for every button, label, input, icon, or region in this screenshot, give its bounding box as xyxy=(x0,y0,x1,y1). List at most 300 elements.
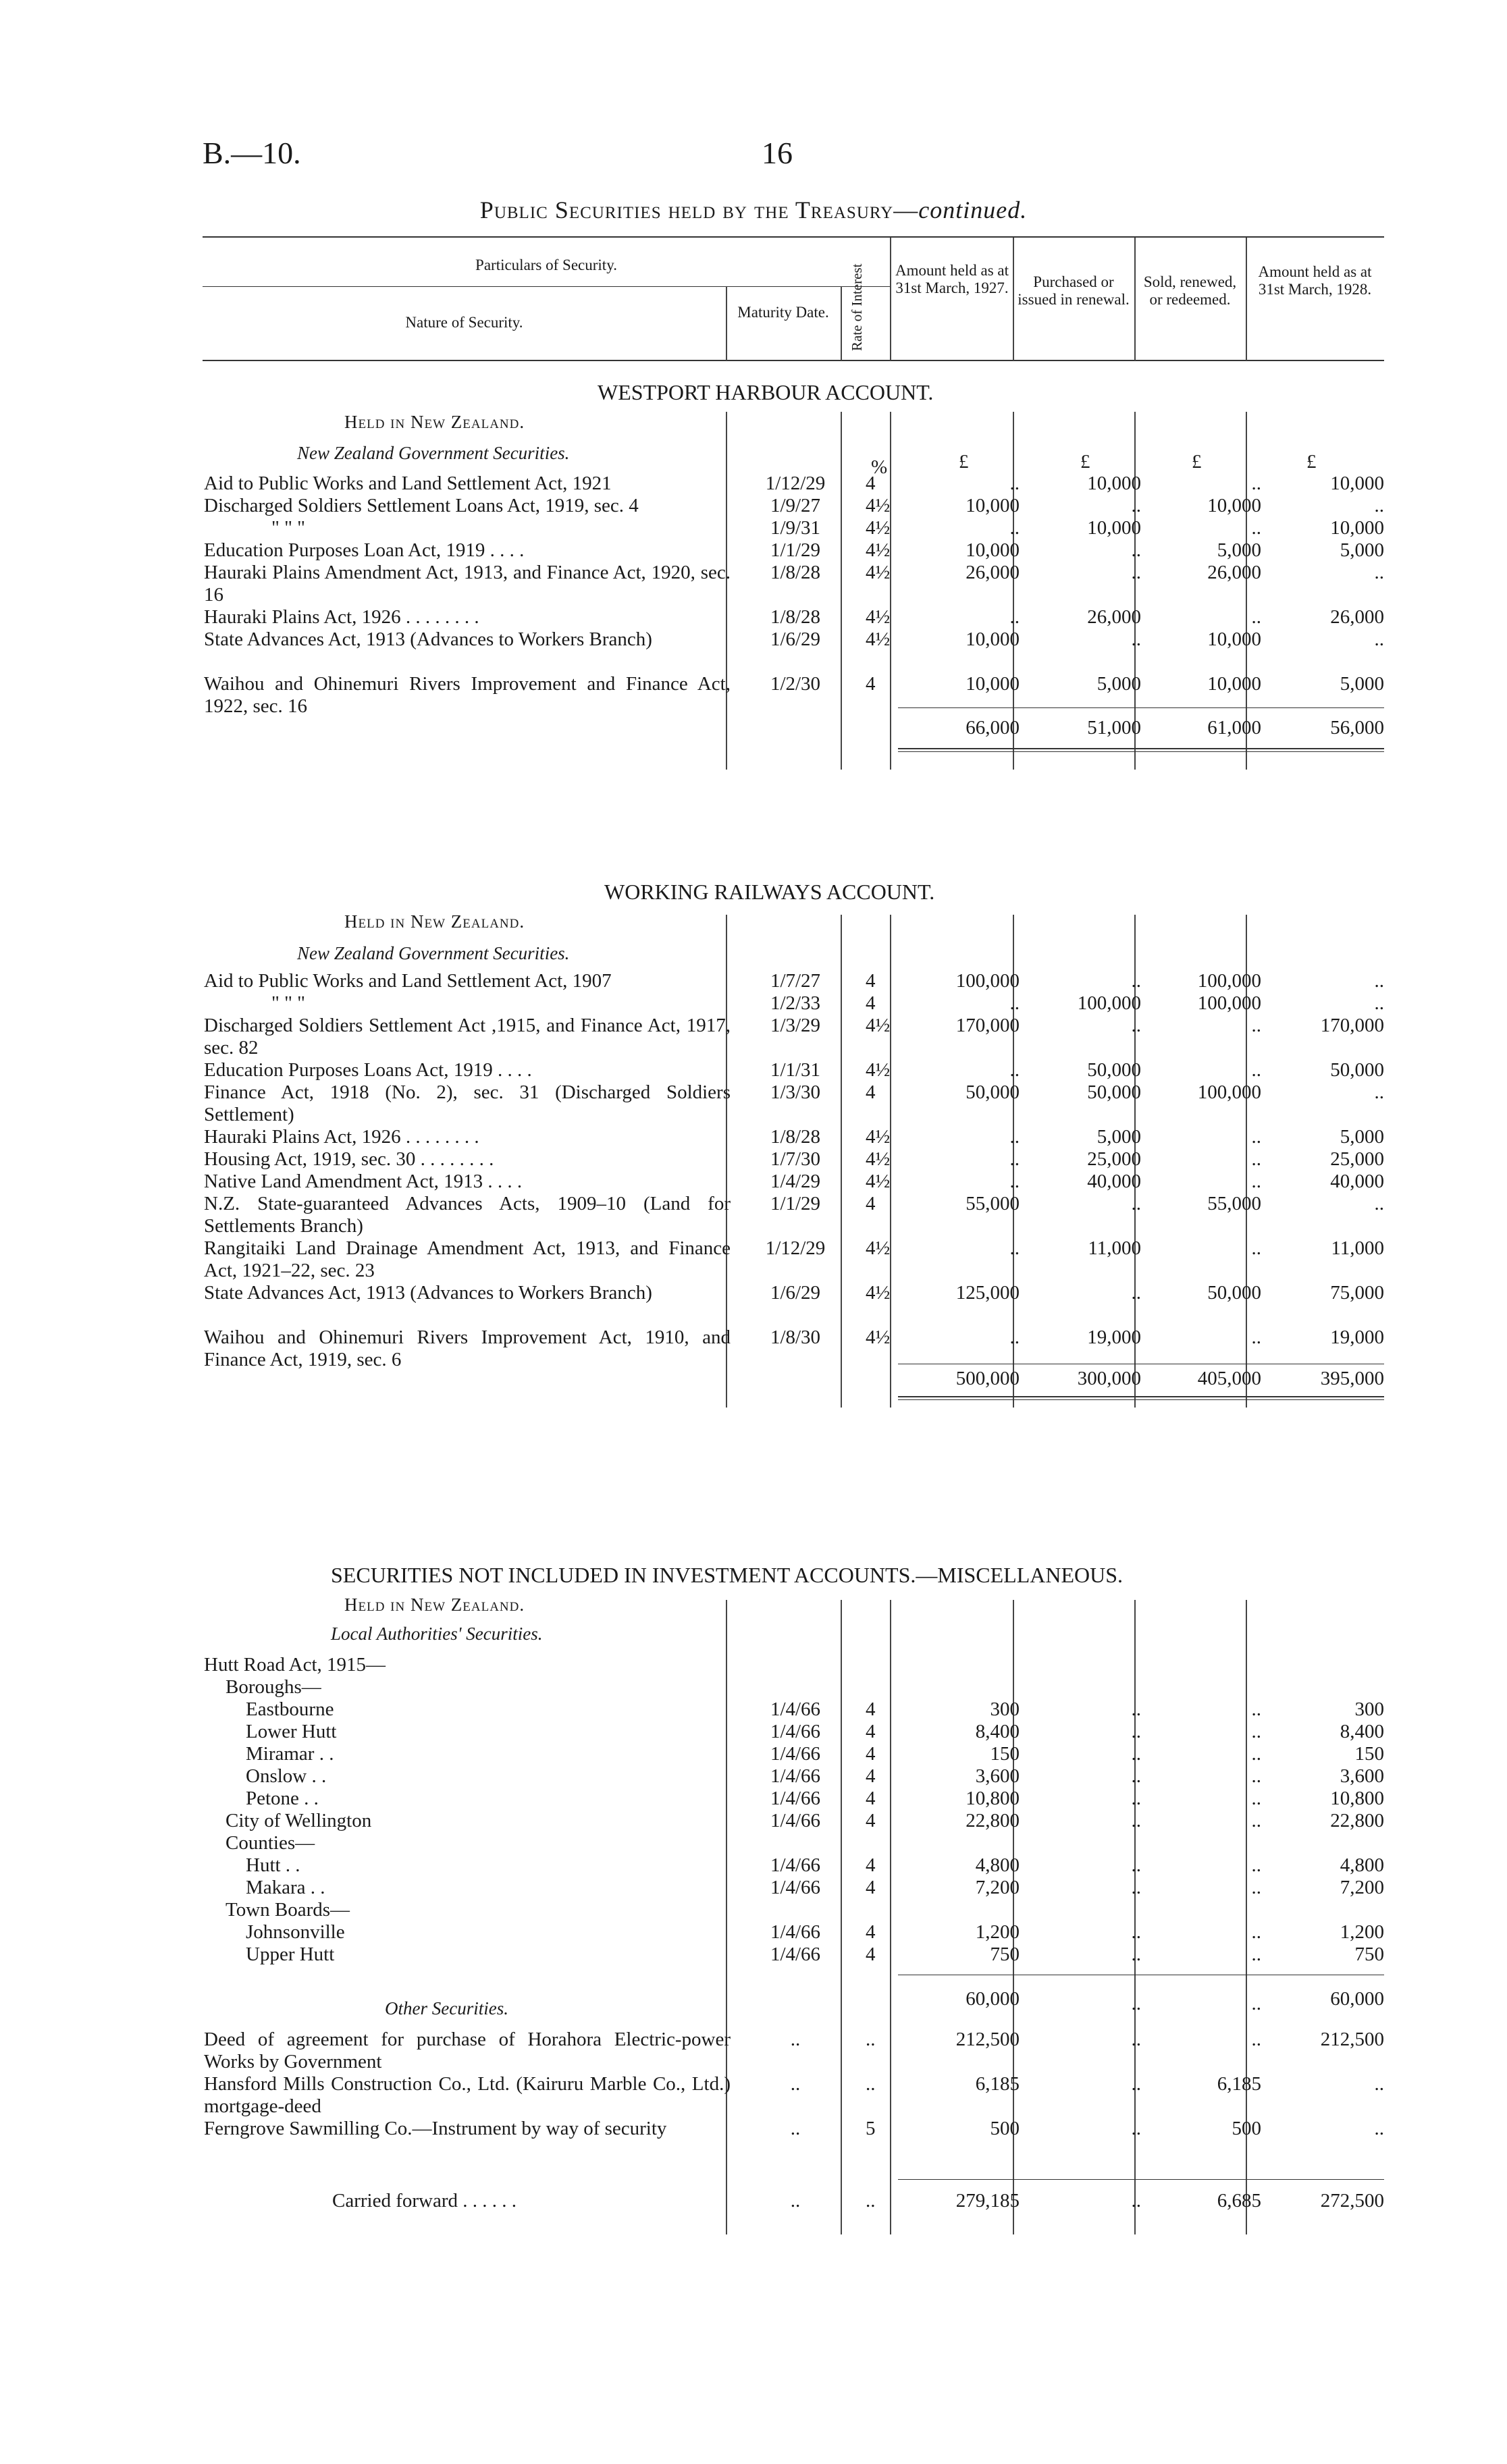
amount-1928: 3,600 xyxy=(1340,1765,1384,1787)
maturity-date: 1/8/28 xyxy=(770,1126,821,1148)
amount-1928: 150 xyxy=(1354,1743,1384,1765)
interest-rate: 4 xyxy=(866,992,876,1014)
interest-rate: 4½ xyxy=(866,562,891,583)
header-sold: Sold, renewed, or redeemed. xyxy=(1143,273,1237,308)
purchased: 50,000 xyxy=(1087,1059,1141,1081)
sold: 100,000 xyxy=(1197,992,1261,1014)
maturity-date: 1/3/30 xyxy=(770,1081,821,1103)
purchased: 26,000 xyxy=(1087,606,1141,628)
header-col-rule-1 xyxy=(726,286,727,360)
working-total-purchased: 300,000 xyxy=(1077,1368,1141,1389)
interest-rate: 4½ xyxy=(866,517,891,539)
amount-1928: .. xyxy=(1374,1193,1384,1214)
sold: .. xyxy=(1251,1327,1261,1348)
amount-1927: .. xyxy=(1009,606,1020,628)
amount-1927: 26,000 xyxy=(966,562,1020,583)
security-name: Waihou and Ohinemuri Rivers Improvement Act, 1910, and Finance Act, 1919, sec. 6 xyxy=(204,1327,731,1370)
misc-subheading: Local Authorities' Securities. xyxy=(331,1624,543,1644)
sold: 100,000 xyxy=(1197,1081,1261,1103)
sold: .. xyxy=(1251,1944,1261,1965)
purchased: .. xyxy=(1131,1193,1141,1214)
westport-title: WESTPORT HARBOUR ACCOUNT. xyxy=(598,380,934,404)
westport-total-rule-bottom xyxy=(898,748,1384,749)
interest-rate: 4 xyxy=(866,1743,876,1765)
security-name: State Advances Act, 1913 (Advances to Workers Branch) xyxy=(204,628,652,650)
amount-1927: .. xyxy=(1009,992,1020,1014)
interest-rate: 4½ xyxy=(866,1327,891,1348)
page-reference: B.—10. xyxy=(203,136,301,170)
amount-1927-unit: £ xyxy=(959,451,969,473)
interest-rate: 4½ xyxy=(866,606,891,628)
working-total-sold: 405,000 xyxy=(1197,1368,1261,1389)
sold: .. xyxy=(1251,2029,1261,2050)
sold: .. xyxy=(1251,1237,1261,1259)
security-name: Deed of agreement for purchase of Horahora Electric-power Works by Government xyxy=(204,2029,731,2072)
interest-rate: 4½ xyxy=(866,1015,891,1036)
purchased: .. xyxy=(1131,970,1141,992)
header-nature: Nature of Security. xyxy=(405,314,523,331)
sold: .. xyxy=(1251,1743,1261,1765)
amount-1928: 10,000 xyxy=(1330,473,1384,494)
interest-rate: 4½ xyxy=(866,628,891,650)
sold: 50,000 xyxy=(1207,1282,1261,1304)
amount-1927: 50,000 xyxy=(966,1081,1020,1103)
header-bottom-rule xyxy=(203,360,1384,361)
amount-1927: 100,000 xyxy=(955,970,1020,992)
amount-1928: 26,000 xyxy=(1330,606,1384,628)
amount-1927: .. xyxy=(1009,1148,1020,1170)
interest-rate: 4½ xyxy=(866,495,891,516)
amount-1927: 7,200 xyxy=(975,1877,1020,1898)
amount-1928: .. xyxy=(1374,495,1384,516)
amount-1928: 300 xyxy=(1354,1698,1384,1720)
security-name: Hansford Mills Construction Co., Ltd. (Kairuru Marble Co., Ltd.) mortgage-deed xyxy=(204,2073,731,2117)
purchased: 10,000 xyxy=(1087,517,1141,539)
maturity-date: 1/9/27 xyxy=(770,495,821,516)
header-particulars: Particulars of Security. xyxy=(475,257,617,273)
maturity-date: 1/1/29 xyxy=(770,539,821,561)
westport-col-rule-5 xyxy=(1134,412,1136,770)
maturity-date: 1/12/29 xyxy=(765,473,826,494)
carried-amount-1927: 279,185 xyxy=(955,2190,1020,2212)
amount-1928: 4,800 xyxy=(1340,1854,1384,1876)
interest-rate: .. xyxy=(866,2029,876,2050)
amount-1927: .. xyxy=(1009,1059,1020,1081)
purchased: 100,000 xyxy=(1077,992,1141,1014)
maturity-date: 1/4/66 xyxy=(770,1921,821,1943)
westport-total-rule-bottom-2 xyxy=(898,751,1384,752)
maturity-date: .. xyxy=(790,2029,801,2050)
amount-1927: 750 xyxy=(990,1944,1020,1965)
amount-1927: .. xyxy=(1009,1327,1020,1348)
amount-1927: 8,400 xyxy=(975,1721,1020,1742)
interest-rate: 4 xyxy=(866,1193,876,1214)
amount-1928: 25,000 xyxy=(1330,1148,1384,1170)
other-securities-heading: Other Securities. xyxy=(385,1998,508,2018)
security-name: Rangitaiki Land Drainage Amendment Act, 1913, and Finance Act, 1921–22, sec. 23 xyxy=(204,1237,731,1281)
interest-rate: 5 xyxy=(866,2118,876,2139)
working-total-1928: 395,000 xyxy=(1320,1368,1384,1389)
maturity-date: 1/6/29 xyxy=(770,628,821,650)
interest-rate: 4½ xyxy=(866,1059,891,1081)
sold: .. xyxy=(1251,1788,1261,1809)
working-total-rule-bottom xyxy=(898,1396,1384,1397)
security-name: " " " xyxy=(271,992,306,1014)
security-name: City of Wellington xyxy=(226,1810,372,1831)
carried-forward-rule xyxy=(898,2179,1384,2180)
misc-subtotal-purchased: .. xyxy=(1131,1993,1141,2014)
misc-subtotal-sold: .. xyxy=(1251,1993,1261,2014)
purchased: .. xyxy=(1131,495,1141,516)
sold: .. xyxy=(1251,1059,1261,1081)
security-name: Miramar . . xyxy=(246,1743,334,1765)
security-name: Hauraki Plains Amendment Act, 1913, and Finance Act, 1920, sec. 16 xyxy=(204,562,731,606)
westport-total-1927: 66,000 xyxy=(966,717,1020,739)
purchased: .. xyxy=(1131,562,1141,583)
amount-1928: .. xyxy=(1374,628,1384,650)
security-name: Aid to Public Works and Land Settlement Act, 1907 xyxy=(204,970,612,992)
amount-1928: .. xyxy=(1374,1081,1384,1103)
maturity-date: 1/1/31 xyxy=(770,1059,821,1081)
interest-rate: 4 xyxy=(866,1788,876,1809)
westport-total-rule-top xyxy=(898,707,1384,708)
purchased: .. xyxy=(1131,1015,1141,1036)
maturity-date: 1/4/66 xyxy=(770,1810,821,1831)
page-number: 16 xyxy=(762,136,793,170)
carried-sold: 6,685 xyxy=(1217,2190,1261,2212)
maturity-date: 1/3/29 xyxy=(770,1015,821,1036)
security-name: Petone . . xyxy=(246,1788,319,1809)
amount-1928-unit: £ xyxy=(1306,451,1317,473)
amount-1928: 170,000 xyxy=(1320,1015,1384,1036)
working-title: WORKING RAILWAYS ACCOUNT. xyxy=(604,880,935,904)
security-name: Education Purposes Loan Act, 1919 . . . . xyxy=(204,539,525,561)
amount-1928: 7,200 xyxy=(1340,1877,1384,1898)
security-name: Ferngrove Sawmilling Co.—Instrument by way of security xyxy=(204,2118,667,2139)
amount-1928: 75,000 xyxy=(1330,1282,1384,1304)
sold: 10,000 xyxy=(1207,495,1261,516)
security-name: N.Z. State-guaranteed Advances Acts, 1909–10 (Land for Settlements Branch) xyxy=(204,1193,731,1237)
purchased: .. xyxy=(1131,1877,1141,1898)
security-name: Onslow . . xyxy=(246,1765,327,1787)
amount-1928: 10,000 xyxy=(1330,517,1384,539)
security-name: State Advances Act, 1913 (Advances to Workers Branch) xyxy=(204,1282,652,1304)
security-name: Lower Hutt xyxy=(246,1721,337,1742)
header-maturity: Maturity Date. xyxy=(737,304,829,321)
purchased: 25,000 xyxy=(1087,1148,1141,1170)
maturity-date: .. xyxy=(790,2118,801,2139)
security-name: Waihou and Ohinemuri Rivers Improvement and Finance Act, 1922, sec. 16 xyxy=(204,673,731,717)
amount-1927: 125,000 xyxy=(955,1282,1020,1304)
header-col-rule-3 xyxy=(890,238,891,360)
boroughs-label: Boroughs— xyxy=(226,1676,321,1698)
amount-1927: .. xyxy=(1009,473,1020,494)
amount-1927: 10,000 xyxy=(966,539,1020,561)
maturity-date: 1/4/66 xyxy=(770,1698,821,1720)
carried-purchased: .. xyxy=(1131,2190,1141,2212)
security-name: Hauraki Plains Act, 1926 . . . . . . . . xyxy=(204,1126,479,1148)
misc-held: Held in New Zealand. xyxy=(344,1595,525,1615)
security-name: Eastbourne xyxy=(246,1698,334,1720)
sold: 5,000 xyxy=(1217,539,1261,561)
sold: .. xyxy=(1251,1148,1261,1170)
amount-1928: 5,000 xyxy=(1340,673,1384,695)
maturity-date: 1/4/66 xyxy=(770,1765,821,1787)
sold: .. xyxy=(1251,606,1261,628)
sold: 10,000 xyxy=(1207,628,1261,650)
amount-1928: .. xyxy=(1374,992,1384,1014)
purchased: .. xyxy=(1131,1721,1141,1742)
maturity-date: 1/4/29 xyxy=(770,1171,821,1192)
interest-rate: 4 xyxy=(866,1721,876,1742)
maturity-date: 1/2/30 xyxy=(770,673,821,695)
amount-1928: 5,000 xyxy=(1340,539,1384,561)
purchased: .. xyxy=(1131,1810,1141,1831)
maturity-date: 1/7/27 xyxy=(770,970,821,992)
amount-1927: 10,000 xyxy=(966,495,1020,516)
interest-rate: 4 xyxy=(866,1081,876,1103)
interest-rate: 4 xyxy=(866,970,876,992)
maturity-date: 1/2/33 xyxy=(770,992,821,1014)
amount-1927: 3,600 xyxy=(975,1765,1020,1787)
purchased: .. xyxy=(1131,1854,1141,1876)
amount-1927: 10,800 xyxy=(966,1788,1020,1809)
title-continued: continued. xyxy=(918,196,1028,223)
amount-1928: 19,000 xyxy=(1330,1327,1384,1348)
amount-1927: 4,800 xyxy=(975,1854,1020,1876)
sold: .. xyxy=(1251,1126,1261,1148)
sold: 500 xyxy=(1232,2118,1261,2139)
purchased: .. xyxy=(1131,2073,1141,2095)
amount-1927: 150 xyxy=(990,1743,1020,1765)
interest-rate: 4½ xyxy=(866,1148,891,1170)
sold: 10,000 xyxy=(1207,673,1261,695)
maturity-date: .. xyxy=(790,2073,801,2095)
amount-1927: 170,000 xyxy=(955,1015,1020,1036)
header-col-rule-5 xyxy=(1134,238,1136,360)
westport-total-purchased: 51,000 xyxy=(1087,717,1141,739)
maturity-date: 1/4/66 xyxy=(770,1788,821,1809)
amount-1927: .. xyxy=(1009,1237,1020,1259)
westport-col-rule-3 xyxy=(890,412,891,770)
interest-rate: 4 xyxy=(866,673,876,695)
security-name: Finance Act, 1918 (No. 2), sec. 31 (Discharged Soldiers Settlement) xyxy=(204,1081,731,1125)
maturity-date: 1/9/31 xyxy=(770,517,821,539)
purchased: .. xyxy=(1131,1743,1141,1765)
purchased-unit: £ xyxy=(1080,451,1090,473)
sold: .. xyxy=(1251,1921,1261,1943)
purchased: .. xyxy=(1131,1788,1141,1809)
interest-rate: .. xyxy=(866,2073,876,2095)
amount-1927: 10,000 xyxy=(966,673,1020,695)
security-name: Housing Act, 1919, sec. 30 . . . . . . . . xyxy=(204,1148,494,1170)
amount-1928: .. xyxy=(1374,2073,1384,2095)
header-top-rule xyxy=(203,236,1384,238)
maturity-date: 1/8/30 xyxy=(770,1327,821,1348)
sold: .. xyxy=(1251,1721,1261,1742)
amount-1927: .. xyxy=(1009,1171,1020,1192)
interest-rate: 4 xyxy=(866,473,876,494)
security-name: Discharged Soldiers Settlement Act ,1915, and Finance Act, 1917, sec. 82 xyxy=(204,1015,731,1059)
sold: .. xyxy=(1251,473,1261,494)
header-rate: Rate of Interest xyxy=(849,263,865,351)
sold: .. xyxy=(1251,1171,1261,1192)
header-amount-1927: Amount held as at 31st March, 1927. xyxy=(895,262,1009,296)
sold: .. xyxy=(1251,1810,1261,1831)
purchased: .. xyxy=(1131,1698,1141,1720)
purchased: .. xyxy=(1131,1921,1141,1943)
interest-rate: 4½ xyxy=(866,539,891,561)
sold: .. xyxy=(1251,1877,1261,1898)
header-col-rule-2 xyxy=(841,286,842,360)
carried-forward-label: Carried forward . . . . . . xyxy=(332,2190,517,2212)
amount-1927: 500 xyxy=(990,2118,1020,2139)
security-name: Hauraki Plains Act, 1926 . . . . . . . . xyxy=(204,606,479,628)
sold: 6,185 xyxy=(1217,2073,1261,2095)
purchased: 10,000 xyxy=(1087,473,1141,494)
header-amount-1928: Amount held as at 31st March, 1928. xyxy=(1258,263,1372,298)
westport-col-rule-6 xyxy=(1246,412,1247,770)
westport-col-rule-4 xyxy=(1013,412,1014,770)
westport-total-sold: 61,000 xyxy=(1207,717,1261,739)
header-col-rule-4 xyxy=(1013,238,1014,360)
amount-1928: 8,400 xyxy=(1340,1721,1384,1742)
purchased: 11,000 xyxy=(1088,1237,1141,1259)
interest-rate: 4 xyxy=(866,1921,876,1943)
amount-1927: .. xyxy=(1009,517,1020,539)
amount-1928: 10,800 xyxy=(1330,1788,1384,1809)
maturity-date: 1/4/66 xyxy=(770,1743,821,1765)
sold: 55,000 xyxy=(1207,1193,1261,1214)
amount-1927: 300 xyxy=(990,1698,1020,1720)
interest-rate: 4 xyxy=(866,1765,876,1787)
westport-held: Held in New Zealand. xyxy=(344,412,525,432)
amount-1927: .. xyxy=(1009,1126,1020,1148)
maturity-date: 1/4/66 xyxy=(770,1944,821,1965)
amount-1928: .. xyxy=(1374,970,1384,992)
counties-label: Counties— xyxy=(226,1832,315,1854)
maturity-date: .. xyxy=(790,2190,801,2212)
maturity-date: 1/1/29 xyxy=(770,1193,821,1214)
amount-1928: 5,000 xyxy=(1340,1126,1384,1148)
particulars-rule xyxy=(203,286,891,287)
sold: .. xyxy=(1251,1854,1261,1876)
security-name: Native Land Amendment Act, 1913 . . . . xyxy=(204,1171,523,1192)
amount-1928: .. xyxy=(1374,562,1384,583)
purchased: .. xyxy=(1131,2029,1141,2050)
interest-rate: 4 xyxy=(866,1944,876,1965)
security-name: Education Purposes Loans Act, 1919 . . . . xyxy=(204,1059,532,1081)
maturity-date: 1/8/28 xyxy=(770,562,821,583)
hutt-road-act: Hutt Road Act, 1915— xyxy=(204,1654,386,1676)
working-total-rule-bottom-2 xyxy=(898,1399,1384,1400)
interest-rate: 4½ xyxy=(866,1171,891,1192)
amount-1928: 40,000 xyxy=(1330,1171,1384,1192)
misc-subtotal-1927: 60,000 xyxy=(966,1988,1020,2010)
security-name: Hutt . . xyxy=(246,1854,300,1876)
working-held: Held in New Zealand. xyxy=(344,911,525,932)
maturity-date: 1/4/66 xyxy=(770,1721,821,1742)
security-name: " " " xyxy=(271,517,306,539)
amount-1928: 50,000 xyxy=(1330,1059,1384,1081)
rate-percent-unit: % xyxy=(871,456,888,478)
purchased: 40,000 xyxy=(1087,1171,1141,1192)
working-subheading: New Zealand Government Securities. xyxy=(297,943,570,963)
working-total-1927: 500,000 xyxy=(955,1368,1020,1389)
sold-unit: £ xyxy=(1192,451,1202,473)
purchased: .. xyxy=(1131,1765,1141,1787)
maturity-date: 1/7/30 xyxy=(770,1148,821,1170)
purchased: .. xyxy=(1131,2118,1141,2139)
carried-amount-1928: 272,500 xyxy=(1320,2190,1384,2212)
sold: .. xyxy=(1251,1015,1261,1036)
amount-1927: 6,185 xyxy=(975,2073,1020,2095)
purchased: 19,000 xyxy=(1087,1327,1141,1348)
sold: 26,000 xyxy=(1207,562,1261,583)
sold: 100,000 xyxy=(1197,970,1261,992)
interest-rate: 4 xyxy=(866,1698,876,1720)
maturity-date: 1/8/28 xyxy=(770,606,821,628)
security-name: Aid to Public Works and Land Settlement Act, 1921 xyxy=(204,473,612,494)
header-col-rule-6 xyxy=(1246,238,1247,360)
security-name: Johnsonville xyxy=(246,1921,345,1943)
purchased: .. xyxy=(1131,1944,1141,1965)
misc-subtotal-1928: 60,000 xyxy=(1330,1988,1384,2010)
amount-1928: 750 xyxy=(1354,1944,1384,1965)
interest-rate: 4 xyxy=(866,1810,876,1831)
interest-rate: 4 xyxy=(866,1854,876,1876)
sold: .. xyxy=(1251,1765,1261,1787)
purchased: .. xyxy=(1131,539,1141,561)
amount-1927: 1,200 xyxy=(975,1921,1020,1943)
header-purchased: Purchased or issued in renewal. xyxy=(1017,273,1130,308)
amount-1927: 212,500 xyxy=(955,2029,1020,2050)
title-main: Public Securities held by the Treasury— xyxy=(479,196,919,223)
interest-rate: 4 xyxy=(866,1877,876,1898)
amount-1927: 22,800 xyxy=(966,1810,1020,1831)
security-name: Discharged Soldiers Settlement Loans Act, 1919, sec. 4 xyxy=(204,495,639,516)
amount-1928: .. xyxy=(1374,2118,1384,2139)
purchased: .. xyxy=(1131,628,1141,650)
security-name: Makara . . xyxy=(246,1877,325,1898)
purchased: 5,000 xyxy=(1096,1126,1141,1148)
town-boards-label: Town Boards— xyxy=(226,1899,350,1921)
westport-col-rule-2 xyxy=(841,412,842,770)
westport-subheading: New Zealand Government Securities. xyxy=(297,443,570,463)
maturity-date: 1/4/66 xyxy=(770,1854,821,1876)
sold: .. xyxy=(1251,517,1261,539)
maturity-date: 1/12/29 xyxy=(765,1237,826,1259)
amount-1928: 22,800 xyxy=(1330,1810,1384,1831)
interest-rate: 4½ xyxy=(866,1282,891,1304)
misc-title: SECURITIES NOT INCLUDED IN INVESTMENT ACCOUNTS.—MISCELLANEOUS. xyxy=(331,1563,1123,1587)
westport-total-1928: 56,000 xyxy=(1330,717,1384,739)
maturity-date: 1/4/66 xyxy=(770,1877,821,1898)
interest-rate: .. xyxy=(866,2190,876,2212)
amount-1928: 11,000 xyxy=(1331,1237,1384,1259)
carried-forward-text: Carried forward xyxy=(332,2190,458,2212)
maturity-date: 1/6/29 xyxy=(770,1282,821,1304)
amount-1927: 10,000 xyxy=(966,628,1020,650)
page-title xyxy=(0,196,1507,224)
interest-rate: 4½ xyxy=(866,1126,891,1148)
sold: .. xyxy=(1251,1698,1261,1720)
purchased: 50,000 xyxy=(1087,1081,1141,1103)
interest-rate: 4½ xyxy=(866,1237,891,1259)
purchased: .. xyxy=(1131,1282,1141,1304)
amount-1928: 1,200 xyxy=(1340,1921,1384,1943)
amount-1928: 212,500 xyxy=(1320,2029,1384,2050)
